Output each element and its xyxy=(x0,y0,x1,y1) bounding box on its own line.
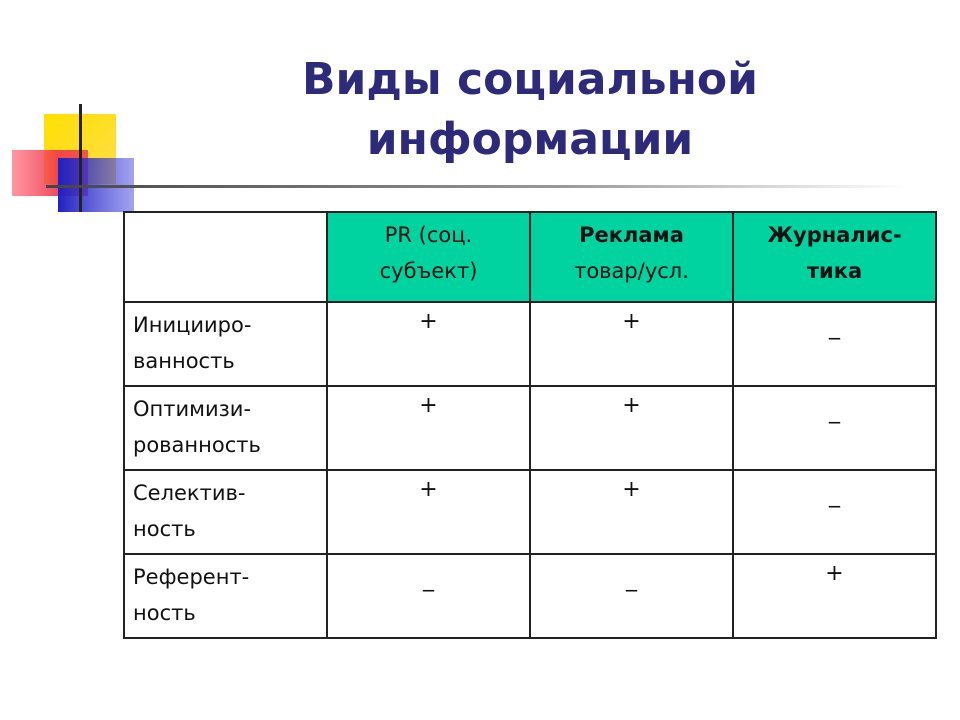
title-line-1: Виды социальной xyxy=(302,54,758,105)
cell-mark: + xyxy=(327,470,530,554)
cell-mark: + xyxy=(530,302,733,386)
title-line-2: информации xyxy=(366,114,694,165)
row-label xyxy=(124,554,327,638)
row-label-line1: Оптимизи- xyxy=(133,397,252,421)
page-title xyxy=(200,50,860,170)
cell-mark: + xyxy=(327,386,530,470)
header-reklama-line2: товар/усл. xyxy=(574,259,689,283)
cell-mark: _ xyxy=(733,302,936,386)
comparison-table xyxy=(123,211,937,639)
vertical-line xyxy=(79,104,82,212)
table-row xyxy=(124,386,936,470)
row-label xyxy=(124,302,327,386)
cell-mark: + xyxy=(733,554,936,638)
row-label-line1: Референт- xyxy=(133,565,250,589)
row-label-line2: ность xyxy=(133,517,196,541)
cell-mark: + xyxy=(530,470,733,554)
header-pr-line1: PR (соц. xyxy=(384,223,473,247)
header-reklama-line1: Реклама xyxy=(579,223,684,247)
cell-mark: _ xyxy=(327,554,530,638)
row-label-line2: ванность xyxy=(133,349,235,373)
header-reklama xyxy=(530,212,733,302)
row-label-line1: Иницииро- xyxy=(133,313,252,337)
cell-mark: _ xyxy=(733,386,936,470)
row-label-line2: рованность xyxy=(133,433,261,457)
cell-mark: _ xyxy=(733,470,936,554)
header-journalism xyxy=(733,212,936,302)
row-label xyxy=(124,470,327,554)
cell-mark: + xyxy=(530,386,733,470)
header-journalism-line2: тика xyxy=(806,259,863,283)
header-journalism-line1: Журналис- xyxy=(767,223,902,247)
table-row xyxy=(124,302,936,386)
header-pr-line2: субъект) xyxy=(379,259,478,283)
table-row xyxy=(124,554,936,638)
header-empty-cell xyxy=(124,212,327,302)
header-pr xyxy=(327,212,530,302)
row-label xyxy=(124,386,327,470)
row-label-line1: Селектив- xyxy=(133,481,246,505)
cell-mark: + xyxy=(327,302,530,386)
table-row xyxy=(124,470,936,554)
horizontal-rule xyxy=(46,185,906,188)
row-label-line2: ность xyxy=(133,601,196,625)
cell-mark: _ xyxy=(530,554,733,638)
table-header-row xyxy=(124,212,936,302)
